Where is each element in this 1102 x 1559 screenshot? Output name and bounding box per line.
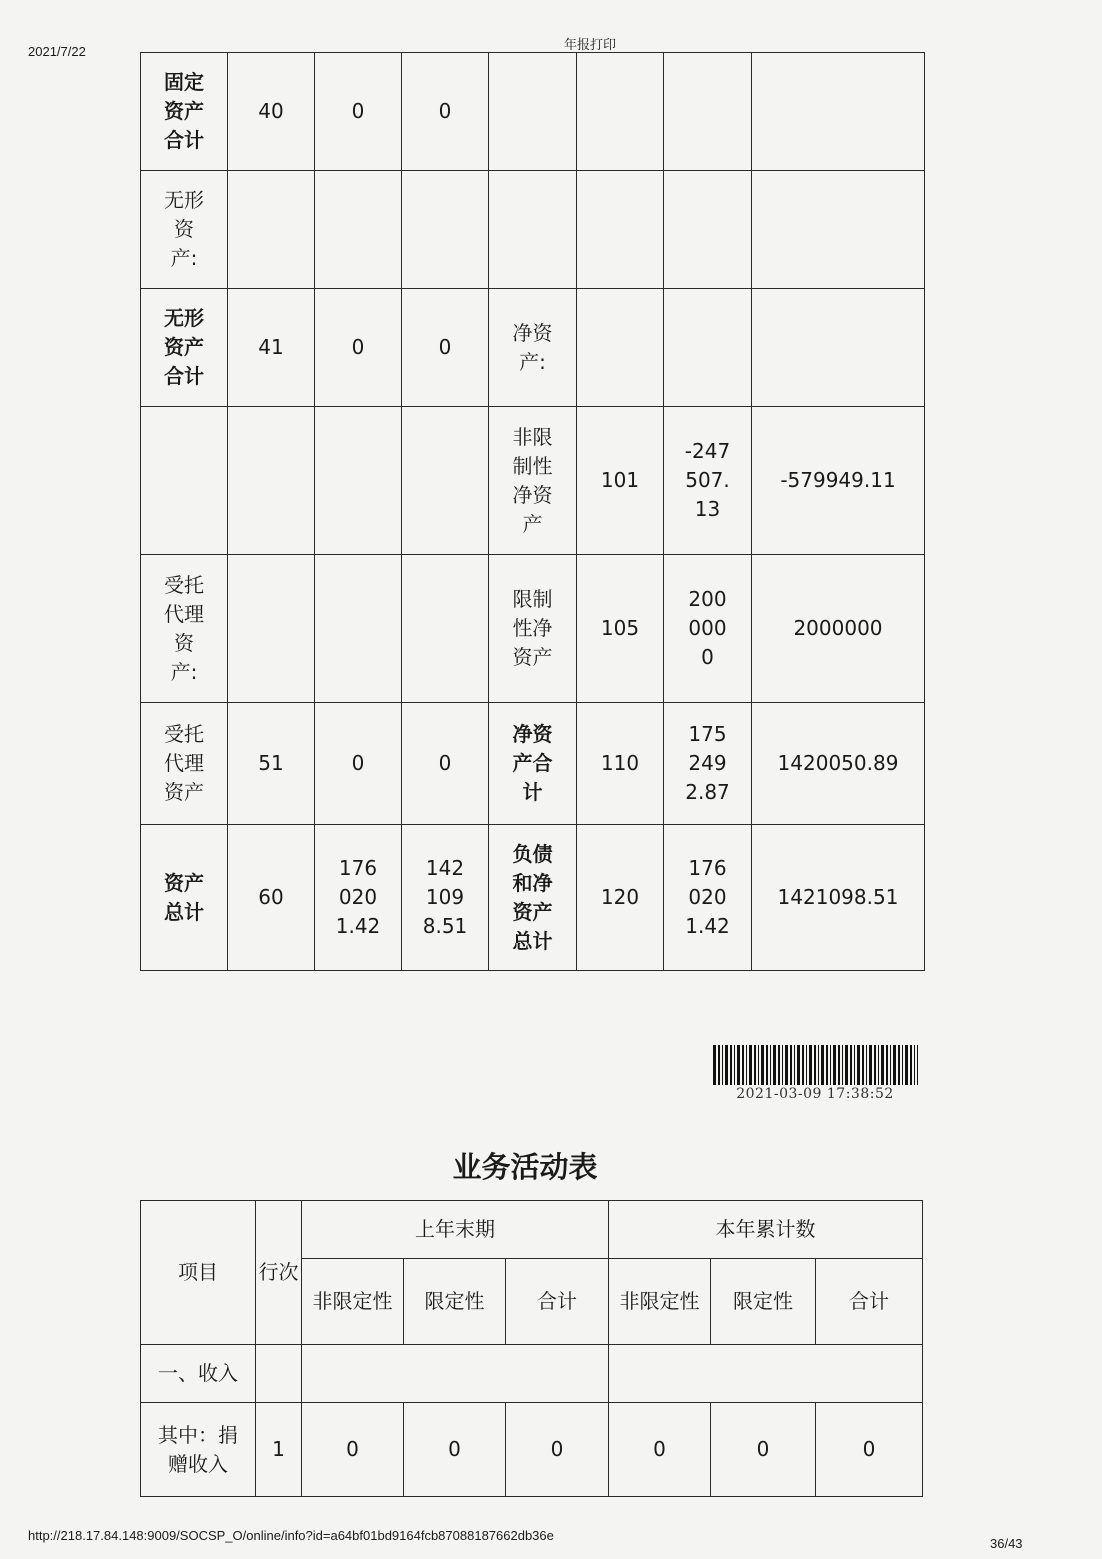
header-curr-total: 合计 bbox=[816, 1259, 923, 1345]
net-asset-value-begin bbox=[664, 53, 752, 171]
asset-label: 资产总计 bbox=[141, 825, 228, 971]
barcode-bar bbox=[881, 1045, 884, 1085]
donation-prev-unrestricted: 0 bbox=[302, 1403, 404, 1497]
barcode-bar bbox=[806, 1045, 807, 1085]
balance-sheet-table bbox=[140, 52, 925, 971]
net-asset-line bbox=[577, 289, 664, 407]
net-asset-label: 限制性净资产 bbox=[489, 555, 577, 703]
net-asset-value-end bbox=[752, 53, 925, 171]
donation-curr-restricted: 0 bbox=[711, 1403, 816, 1497]
net-asset-value-end: 1421098.51 bbox=[752, 825, 925, 971]
barcode-bar bbox=[845, 1045, 848, 1085]
barcode-bar bbox=[917, 1045, 918, 1085]
barcode-bar bbox=[857, 1045, 860, 1085]
section-income-line bbox=[256, 1345, 302, 1403]
barcode-timestamp: 2021-03-09 17:38:52 bbox=[736, 1086, 894, 1102]
asset-line: 60 bbox=[228, 825, 315, 971]
net-asset-line bbox=[577, 171, 664, 289]
donation-income-label: 其中：捐赠收入 bbox=[141, 1403, 256, 1497]
barcode-bar bbox=[893, 1045, 896, 1085]
barcode-bar bbox=[842, 1045, 843, 1085]
donation-prev-total: 0 bbox=[506, 1403, 609, 1497]
balance-row bbox=[141, 703, 925, 825]
print-title: 年报打印 bbox=[563, 38, 616, 53]
barcode-bar bbox=[905, 1045, 908, 1085]
header-curr-period: 本年累计数 bbox=[609, 1201, 923, 1259]
header-curr-restricted: 限定性 bbox=[711, 1259, 816, 1345]
donation-curr-total: 0 bbox=[816, 1403, 923, 1497]
barcode-bar bbox=[850, 1045, 852, 1085]
asset-label: 固定资产合计 bbox=[141, 53, 228, 171]
asset-value-begin: 0 bbox=[315, 289, 402, 407]
footer-page-number: 36/43 bbox=[990, 1536, 1023, 1551]
barcode-bar bbox=[866, 1045, 867, 1085]
net-asset-value-end: -579949.11 bbox=[752, 407, 925, 555]
barcode-bar bbox=[730, 1045, 732, 1085]
barcode-bar bbox=[833, 1045, 836, 1085]
barcode-bar bbox=[758, 1045, 759, 1085]
asset-value-begin bbox=[315, 171, 402, 289]
barcode-bar bbox=[761, 1045, 764, 1085]
barcode-bar bbox=[802, 1045, 804, 1085]
barcode-bar bbox=[749, 1045, 752, 1085]
asset-value-begin: 0 bbox=[315, 53, 402, 171]
barcode-bar bbox=[818, 1045, 819, 1085]
asset-value-end: 0 bbox=[402, 289, 489, 407]
footer-url: http://218.17.84.148:9009/SOCSP_O/online/info?id=a64bf01bd9164fcb87088187662db36e bbox=[28, 1528, 554, 1543]
asset-line: 51 bbox=[228, 703, 315, 825]
barcode-bar bbox=[722, 1045, 723, 1085]
asset-value-begin: 1760201.42 bbox=[315, 825, 402, 971]
barcode-bar bbox=[914, 1045, 915, 1085]
asset-value-end: 0 bbox=[402, 53, 489, 171]
balance-row bbox=[141, 555, 925, 703]
barcode-bar bbox=[830, 1045, 831, 1085]
asset-value-begin bbox=[315, 555, 402, 703]
asset-label: 无形资产合计 bbox=[141, 289, 228, 407]
asset-line bbox=[228, 407, 315, 555]
barcode-bar bbox=[862, 1045, 864, 1085]
header-curr-unrestricted: 非限定性 bbox=[609, 1259, 711, 1345]
barcode-bar bbox=[746, 1045, 747, 1085]
net-asset-value-begin: 1752492.87 bbox=[664, 703, 752, 825]
net-asset-label: 净资产: bbox=[489, 289, 577, 407]
net-asset-line: 101 bbox=[577, 407, 664, 555]
section-income-prev bbox=[302, 1345, 609, 1403]
balance-row bbox=[141, 289, 925, 407]
header-prev-restricted: 限定性 bbox=[404, 1259, 506, 1345]
asset-value-begin: 0 bbox=[315, 703, 402, 825]
net-asset-label: 净资产合计 bbox=[489, 703, 577, 825]
balance-row bbox=[141, 407, 925, 555]
barcode-bar bbox=[794, 1045, 795, 1085]
barcode-bar bbox=[773, 1045, 776, 1085]
header-prev-total: 合计 bbox=[506, 1259, 609, 1345]
net-asset-value-end: 1420050.89 bbox=[752, 703, 925, 825]
net-asset-line: 110 bbox=[577, 703, 664, 825]
net-asset-value-begin bbox=[664, 171, 752, 289]
net-asset-label: 非限制性净资产 bbox=[489, 407, 577, 555]
asset-label: 无形资产: bbox=[141, 171, 228, 289]
net-asset-value-begin: 2000000 bbox=[664, 555, 752, 703]
barcode-bar bbox=[754, 1045, 756, 1085]
net-asset-value-end bbox=[752, 171, 925, 289]
barcode-bar bbox=[874, 1045, 876, 1085]
barcode-bar bbox=[890, 1045, 891, 1085]
header-line: 行次 bbox=[256, 1201, 302, 1345]
header-prev-period: 上年末期 bbox=[302, 1201, 609, 1259]
barcode-bar bbox=[734, 1045, 735, 1085]
asset-label bbox=[141, 407, 228, 555]
balance-row bbox=[141, 171, 925, 289]
barcode-bar bbox=[725, 1045, 728, 1085]
barcode-bar bbox=[718, 1045, 720, 1085]
asset-line: 41 bbox=[228, 289, 315, 407]
barcode-bar bbox=[821, 1045, 824, 1085]
donation-curr-unrestricted: 0 bbox=[609, 1403, 711, 1497]
barcode-bar bbox=[878, 1045, 879, 1085]
asset-value-end bbox=[402, 171, 489, 289]
balance-row bbox=[141, 53, 925, 171]
net-asset-line: 120 bbox=[577, 825, 664, 971]
section-income-curr bbox=[609, 1345, 923, 1403]
barcode-bar bbox=[713, 1045, 716, 1085]
barcode-bar bbox=[910, 1045, 912, 1085]
asset-label: 受托代理资产: bbox=[141, 555, 228, 703]
barcode-bar bbox=[898, 1045, 900, 1085]
asset-value-begin bbox=[315, 407, 402, 555]
asset-line: 40 bbox=[228, 53, 315, 171]
asset-value-end: 0 bbox=[402, 703, 489, 825]
balance-row bbox=[141, 825, 925, 971]
barcode-bar bbox=[766, 1045, 768, 1085]
activity-table-title: 业务活动表 bbox=[452, 1150, 598, 1184]
asset-value-end bbox=[402, 407, 489, 555]
barcode-bar bbox=[790, 1045, 792, 1085]
barcode-bar bbox=[737, 1045, 740, 1085]
net-asset-value-end bbox=[752, 289, 925, 407]
barcode-bar bbox=[814, 1045, 816, 1085]
barcode-bar bbox=[797, 1045, 800, 1085]
asset-value-end: 1421098.51 bbox=[402, 825, 489, 971]
barcode-bar bbox=[785, 1045, 788, 1085]
barcode-image bbox=[713, 1045, 918, 1085]
net-asset-value-begin bbox=[664, 289, 752, 407]
barcode-bar bbox=[770, 1045, 771, 1085]
net-asset-value-begin: -247507.13 bbox=[664, 407, 752, 555]
net-asset-label bbox=[489, 171, 577, 289]
donation-prev-restricted: 0 bbox=[404, 1403, 506, 1497]
barcode-bar bbox=[869, 1045, 872, 1085]
net-asset-line: 105 bbox=[577, 555, 664, 703]
asset-line bbox=[228, 171, 315, 289]
barcode-bar bbox=[809, 1045, 812, 1085]
asset-value-end bbox=[402, 555, 489, 703]
asset-line bbox=[228, 555, 315, 703]
section-income-label: 一、收入 bbox=[141, 1345, 256, 1403]
barcode-bar bbox=[838, 1045, 840, 1085]
net-asset-line bbox=[577, 53, 664, 171]
barcode-bar bbox=[742, 1045, 744, 1085]
net-asset-label: 负债和净资产总计 bbox=[489, 825, 577, 971]
net-asset-label bbox=[489, 53, 577, 171]
activity-table bbox=[140, 1200, 923, 1497]
net-asset-value-end: 2000000 bbox=[752, 555, 925, 703]
barcode-bar bbox=[782, 1045, 783, 1085]
asset-label: 受托代理资产 bbox=[141, 703, 228, 825]
barcode-bar bbox=[778, 1045, 780, 1085]
barcode-bar bbox=[886, 1045, 888, 1085]
net-asset-value-begin: 1760201.42 bbox=[664, 825, 752, 971]
barcode-bar bbox=[902, 1045, 903, 1085]
print-date: 2021/7/22 bbox=[28, 44, 86, 59]
barcode-bar bbox=[854, 1045, 855, 1085]
header-item: 项目 bbox=[141, 1201, 256, 1345]
header-prev-unrestricted: 非限定性 bbox=[302, 1259, 404, 1345]
barcode-bar bbox=[826, 1045, 828, 1085]
donation-income-line: 1 bbox=[256, 1403, 302, 1497]
